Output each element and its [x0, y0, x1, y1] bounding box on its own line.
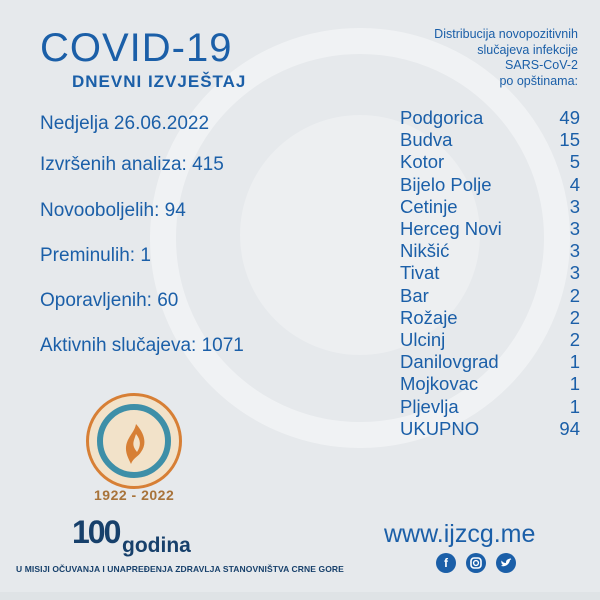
- municipality-name: Budva: [400, 129, 453, 151]
- distribution-row: [400, 174, 580, 196]
- municipality-name: UKUPNO: [400, 417, 480, 439]
- distribution-row: [400, 196, 580, 218]
- twitter-icon[interactable]: [496, 553, 516, 573]
- municipality-name: Ulcinj: [400, 329, 446, 350]
- case-count: 3: [569, 262, 580, 284]
- municipality-name: Herceg Novi: [400, 218, 502, 239]
- distribution-row: [400, 151, 580, 173]
- distribution-row: [400, 329, 580, 351]
- stat-deaths: Preminulih: 1: [40, 245, 151, 266]
- municipality-name: Mojkovac: [400, 373, 479, 395]
- case-count: 94: [559, 417, 580, 439]
- municipality-name: Kotor: [400, 151, 445, 173]
- distribution-row: [400, 396, 580, 418]
- stat-recovered: Oporavljenih: 60: [40, 290, 179, 311]
- municipality-name: Pljevlja: [400, 395, 459, 417]
- case-count: 3: [569, 240, 580, 262]
- distribution-row: [400, 107, 580, 129]
- case-count: 2: [569, 306, 580, 328]
- case-count: 49: [559, 107, 580, 128]
- municipality-name: Danilovgrad: [400, 351, 499, 373]
- case-count: 2: [569, 284, 580, 306]
- case-count: 3: [569, 195, 580, 217]
- municipality-name: Tivat: [400, 262, 440, 284]
- instagram-icon[interactable]: [466, 553, 486, 573]
- page-title: COVID-19: [40, 26, 233, 70]
- distribution-row: [400, 240, 580, 262]
- case-count: 2: [569, 329, 580, 350]
- flame-icon: [119, 422, 153, 466]
- distribution-row: [400, 307, 580, 329]
- distribution-row: [400, 285, 580, 307]
- stat-analyses: Izvršenih analiza: 415: [40, 154, 224, 175]
- hundred-logo: 100: [72, 514, 120, 550]
- municipality-name: Podgorica: [400, 107, 484, 128]
- stat-active: Aktivnih slučajeva: 1071: [40, 335, 244, 356]
- distribution-row: [400, 262, 580, 284]
- case-count: 1: [569, 373, 580, 395]
- municipality-name: Bijelo Polje: [400, 173, 492, 195]
- case-count: 15: [559, 129, 580, 151]
- case-count: 3: [569, 218, 580, 239]
- report-date: Nedjelja 26.06.2022: [40, 113, 210, 134]
- facebook-icon[interactable]: f: [436, 553, 456, 573]
- stat-new-cases: Novooboljelih: 94: [40, 200, 186, 221]
- case-count: 1: [569, 351, 580, 373]
- distribution-heading-line: SARS-CoV-2: [505, 58, 578, 72]
- distribution-heading-line: po opštinama:: [499, 73, 578, 88]
- case-count: 5: [569, 151, 580, 173]
- distribution-heading-line: Distribucija novopozitivnih: [434, 27, 578, 41]
- years-label: 1922 - 2022: [94, 487, 175, 503]
- distribution-heading-line: slučajeva infekcije: [477, 42, 578, 57]
- distribution-row: [400, 129, 580, 151]
- mission-text: U MISIJI OČUVANJA I UNAPREĐENJA ZDRAVLJA STANOVNIŠTVA CRNE GORE: [16, 564, 344, 574]
- municipality-name: Nikšić: [400, 240, 450, 262]
- institute-seal: [86, 393, 182, 489]
- distribution-row: [400, 351, 580, 373]
- case-count: 4: [569, 173, 580, 195]
- municipality-name: Cetinje: [400, 195, 458, 217]
- page-subtitle: DNEVNI IZVJEŠTAJ: [72, 72, 247, 91]
- distribution-heading: [358, 27, 578, 89]
- website-link[interactable]: www.ijzcg.me: [384, 520, 536, 548]
- bottom-strip: [0, 592, 600, 600]
- distribution-row: [400, 373, 580, 395]
- municipality-name: Rožaje: [400, 306, 458, 328]
- distribution-row: [400, 218, 580, 240]
- distribution-row: [400, 418, 580, 440]
- case-count: 1: [569, 395, 580, 417]
- municipality-name: Bar: [400, 284, 429, 306]
- godina-label: godina: [122, 534, 191, 557]
